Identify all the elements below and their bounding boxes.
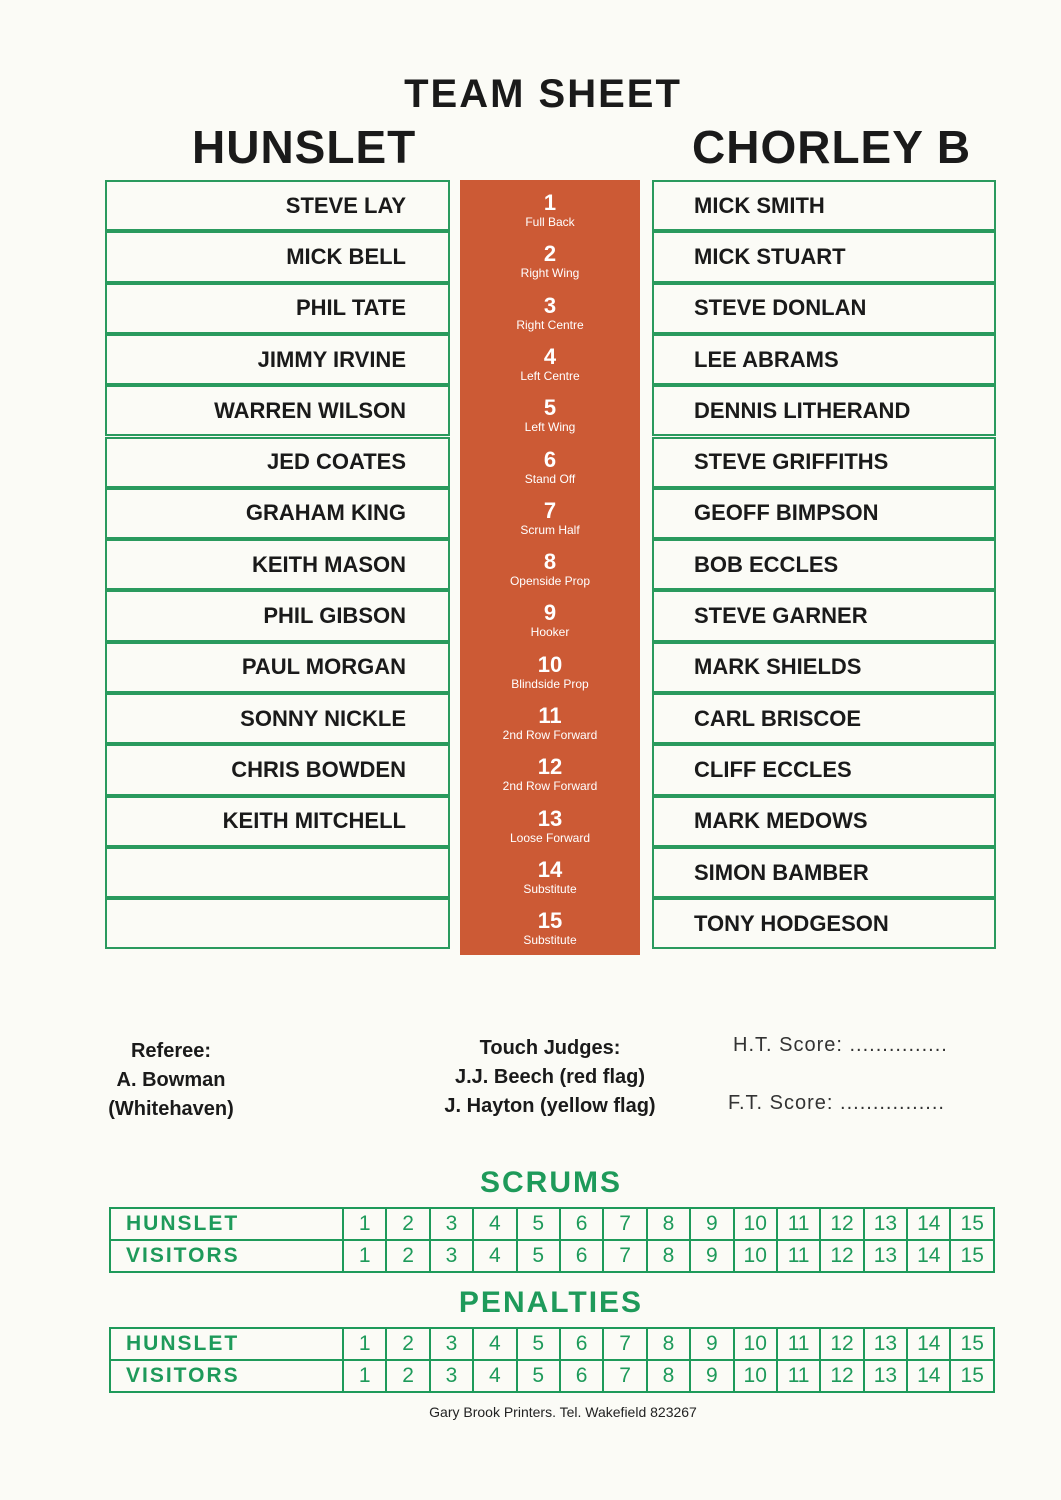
home-player-row: CHRIS BOWDEN (105, 744, 450, 795)
scrums-count-cell: 9 (690, 1240, 733, 1272)
home-player-row: SONNY NICKLE (105, 693, 450, 744)
scrums-title: SCRUMS (479, 1166, 622, 1199)
penalties-count-cell: 4 (473, 1328, 516, 1360)
penalties-row-label: VISITORS (110, 1360, 343, 1392)
scrums-count-cell: 11 (777, 1240, 820, 1272)
scrums-count-cell: 7 (603, 1240, 646, 1272)
penalties-count-cell: 5 (517, 1328, 560, 1360)
penalties-row (110, 1360, 994, 1392)
home-player-row: WARREN WILSON (105, 385, 450, 436)
away-player-row: STEVE GRIFFITHS (652, 437, 996, 488)
position-label: Left Centre (520, 368, 580, 383)
scrums-count-cell: 8 (647, 1208, 690, 1240)
home-player-row: JED COATES (105, 437, 450, 488)
home-player-row: KEITH MASON (105, 539, 450, 590)
scrums-table (109, 1207, 995, 1273)
position-number: 6 (543, 446, 557, 472)
penalties-count-cell: 7 (603, 1328, 646, 1360)
position-number: 9 (543, 600, 557, 626)
referee-club: (Whitehaven) (108, 1098, 234, 1120)
position-number: 3 (543, 292, 557, 318)
touch-judges-block (410, 1034, 690, 1121)
penalties-count-cell: 12 (820, 1328, 863, 1360)
scrums-count-cell: 10 (734, 1240, 777, 1272)
half-time-score: H.T. Score: ............... (733, 1034, 948, 1056)
position-number: 10 (537, 651, 563, 677)
touch-judges-label: Touch Judges: (479, 1037, 621, 1059)
home-player-row: STEVE LAY (105, 180, 450, 231)
position-label: Left Wing (524, 420, 576, 435)
home-team-name: HUNSLET (192, 121, 417, 173)
position-item (460, 178, 640, 229)
scrums-count-cell: 14 (907, 1208, 950, 1240)
position-item (460, 896, 640, 947)
scrums-count-cell: 4 (473, 1240, 516, 1272)
penalties-count-cell: 9 (690, 1328, 733, 1360)
away-player-row: MARK SHIELDS (652, 642, 996, 693)
penalties-count-cell: 2 (386, 1360, 429, 1392)
penalties-count-cell: 7 (603, 1360, 646, 1392)
home-player-row (105, 898, 450, 949)
position-label: Openside Prop (509, 574, 591, 589)
scrums-count-cell: 12 (820, 1240, 863, 1272)
scrums-row-label: VISITORS (110, 1240, 343, 1272)
penalties-count-cell: 8 (647, 1328, 690, 1360)
scrums-count-cell: 11 (777, 1208, 820, 1240)
penalties-count-cell: 1 (343, 1360, 386, 1392)
position-item (460, 640, 640, 691)
position-number: 11 (538, 703, 562, 728)
position-item (460, 588, 640, 639)
penalties-count-cell: 8 (647, 1360, 690, 1392)
position-label: Full Back (525, 215, 575, 229)
penalties-row (110, 1328, 994, 1360)
position-number: 2 (543, 241, 557, 267)
position-label: Blindside Prop (511, 676, 589, 691)
scrums-count-cell: 13 (864, 1208, 907, 1240)
penalties-count-cell: 15 (950, 1360, 994, 1392)
penalties-count-cell: 4 (473, 1360, 516, 1392)
positions-panel (460, 180, 640, 955)
scrums-count-cell: 8 (647, 1240, 690, 1272)
position-item (460, 742, 640, 793)
penalties-count-cell: 10 (734, 1360, 777, 1392)
penalties-count-cell: 6 (560, 1360, 603, 1392)
scrums-count-cell: 4 (473, 1208, 516, 1240)
away-player-row: TONY HODGESON (652, 898, 996, 949)
position-label: 2nd Row Forward (502, 728, 598, 742)
home-player-row: KEITH MITCHELL (105, 796, 450, 847)
penalties-count-cell: 9 (690, 1360, 733, 1392)
position-item (460, 229, 640, 280)
touch-judge-2: J. Hayton (yellow flag) (444, 1095, 656, 1117)
home-player-list (105, 180, 450, 960)
away-player-list (652, 180, 996, 960)
position-label: Stand Off (524, 471, 576, 486)
position-label: Substitute (523, 933, 577, 948)
referee-label: Referee: (130, 1040, 212, 1062)
away-player-row: MICK STUART (652, 231, 996, 282)
position-item (460, 435, 640, 486)
penalties-count-cell: 10 (734, 1328, 777, 1360)
position-number: 4 (543, 343, 557, 369)
home-player-row: PHIL GIBSON (105, 590, 450, 641)
away-player-row: STEVE GARNER (652, 590, 996, 641)
scrums-count-cell: 2 (386, 1208, 429, 1240)
position-item (460, 383, 640, 434)
penalties-count-cell: 13 (864, 1360, 907, 1392)
penalties-count-cell: 2 (386, 1328, 429, 1360)
penalties-count-cell: 6 (560, 1328, 603, 1360)
penalties-count-cell: 14 (907, 1328, 950, 1360)
scrums-count-cell: 12 (820, 1208, 863, 1240)
position-label: 2nd Row Forward (502, 779, 598, 794)
position-label: Hooker (530, 625, 570, 640)
scrums-row (110, 1240, 994, 1272)
penalties-title: PENALTIES (458, 1286, 644, 1319)
position-number: 13 (537, 805, 563, 831)
scrums-count-cell: 14 (907, 1240, 950, 1272)
away-team-name: CHORLEY B (692, 121, 972, 173)
page-title: TEAM SHEET (404, 72, 682, 116)
scrums-count-cell: 10 (734, 1208, 777, 1240)
away-player-row: GEOFF BIMPSON (652, 488, 996, 539)
home-player-row: JIMMY IRVINE (105, 334, 450, 385)
position-label: Right Centre (516, 317, 584, 332)
away-player-row: STEVE DONLAN (652, 283, 996, 334)
home-player-row: GRAHAM KING (105, 488, 450, 539)
position-item (460, 794, 640, 845)
away-player-row: DENNIS LITHERAND (652, 385, 996, 436)
scrums-count-cell: 3 (430, 1208, 473, 1240)
position-number: 7 (543, 497, 557, 523)
scrums-count-cell: 5 (517, 1208, 560, 1240)
penalties-count-cell: 12 (820, 1360, 863, 1392)
position-number: 1 (543, 190, 557, 215)
home-player-row: PHIL TATE (105, 283, 450, 334)
referee-name: A. Bowman (116, 1069, 226, 1091)
scrums-count-cell: 2 (386, 1240, 429, 1272)
scrums-count-cell: 9 (690, 1208, 733, 1240)
position-item (460, 486, 640, 537)
position-label: Right Wing (520, 266, 580, 281)
scrums-row (110, 1208, 994, 1240)
penalties-count-cell: 11 (777, 1328, 820, 1360)
away-player-row: MICK SMITH (652, 180, 996, 231)
penalties-count-cell: 3 (430, 1328, 473, 1360)
penalties-count-cell: 11 (777, 1360, 820, 1392)
scrums-count-cell: 15 (950, 1240, 994, 1272)
scrums-count-cell: 7 (603, 1208, 646, 1240)
away-player-row: BOB ECCLES (652, 539, 996, 590)
position-item (460, 537, 640, 588)
away-player-row: MARK MEDOWS (652, 796, 996, 847)
penalties-row-label: HUNSLET (110, 1328, 343, 1360)
penalties-count-cell: 1 (343, 1328, 386, 1360)
position-number: 14 (537, 856, 563, 882)
printer-credit: Gary Brook Printers. Tel. Wakefield 823267 (429, 1404, 697, 1420)
home-player-row (105, 847, 450, 898)
referee-block (96, 1037, 246, 1124)
away-player-row: CLIFF ECCLES (652, 744, 996, 795)
penalties-count-cell: 13 (864, 1328, 907, 1360)
position-number: 8 (543, 549, 557, 575)
scrums-row-label: HUNSLET (110, 1208, 343, 1240)
scrums-count-cell: 1 (343, 1240, 386, 1272)
away-player-row: SIMON BAMBER (652, 847, 996, 898)
scrums-count-cell: 3 (430, 1240, 473, 1272)
scrums-count-cell: 1 (343, 1208, 386, 1240)
scrums-count-cell: 6 (560, 1208, 603, 1240)
penalties-count-cell: 5 (517, 1360, 560, 1392)
home-player-row: MICK BELL (105, 231, 450, 282)
scrums-count-cell: 15 (950, 1208, 994, 1240)
position-label: Loose Forward (509, 830, 591, 845)
penalties-table (109, 1327, 995, 1393)
home-player-row: PAUL MORGAN (105, 642, 450, 693)
penalties-count-cell: 14 (907, 1360, 950, 1392)
position-number: 15 (537, 908, 563, 934)
position-label: Substitute (523, 881, 577, 896)
away-player-row: CARL BRISCOE (652, 693, 996, 744)
position-item (460, 281, 640, 332)
scrums-count-cell: 5 (517, 1240, 560, 1272)
penalties-count-cell: 3 (430, 1360, 473, 1392)
full-time-score: F.T. Score: ................ (728, 1092, 945, 1114)
position-number: 12 (537, 754, 563, 780)
position-number: 5 (543, 395, 557, 421)
position-item (460, 332, 640, 383)
penalties-count-cell: 15 (950, 1328, 994, 1360)
position-label: Scrum Half (520, 522, 580, 537)
touch-judge-1: J.J. Beech (red flag) (454, 1066, 646, 1088)
position-item (460, 845, 640, 896)
away-player-row: LEE ABRAMS (652, 334, 996, 385)
scrums-count-cell: 13 (864, 1240, 907, 1272)
scrums-count-cell: 6 (560, 1240, 603, 1272)
position-item (460, 691, 640, 742)
